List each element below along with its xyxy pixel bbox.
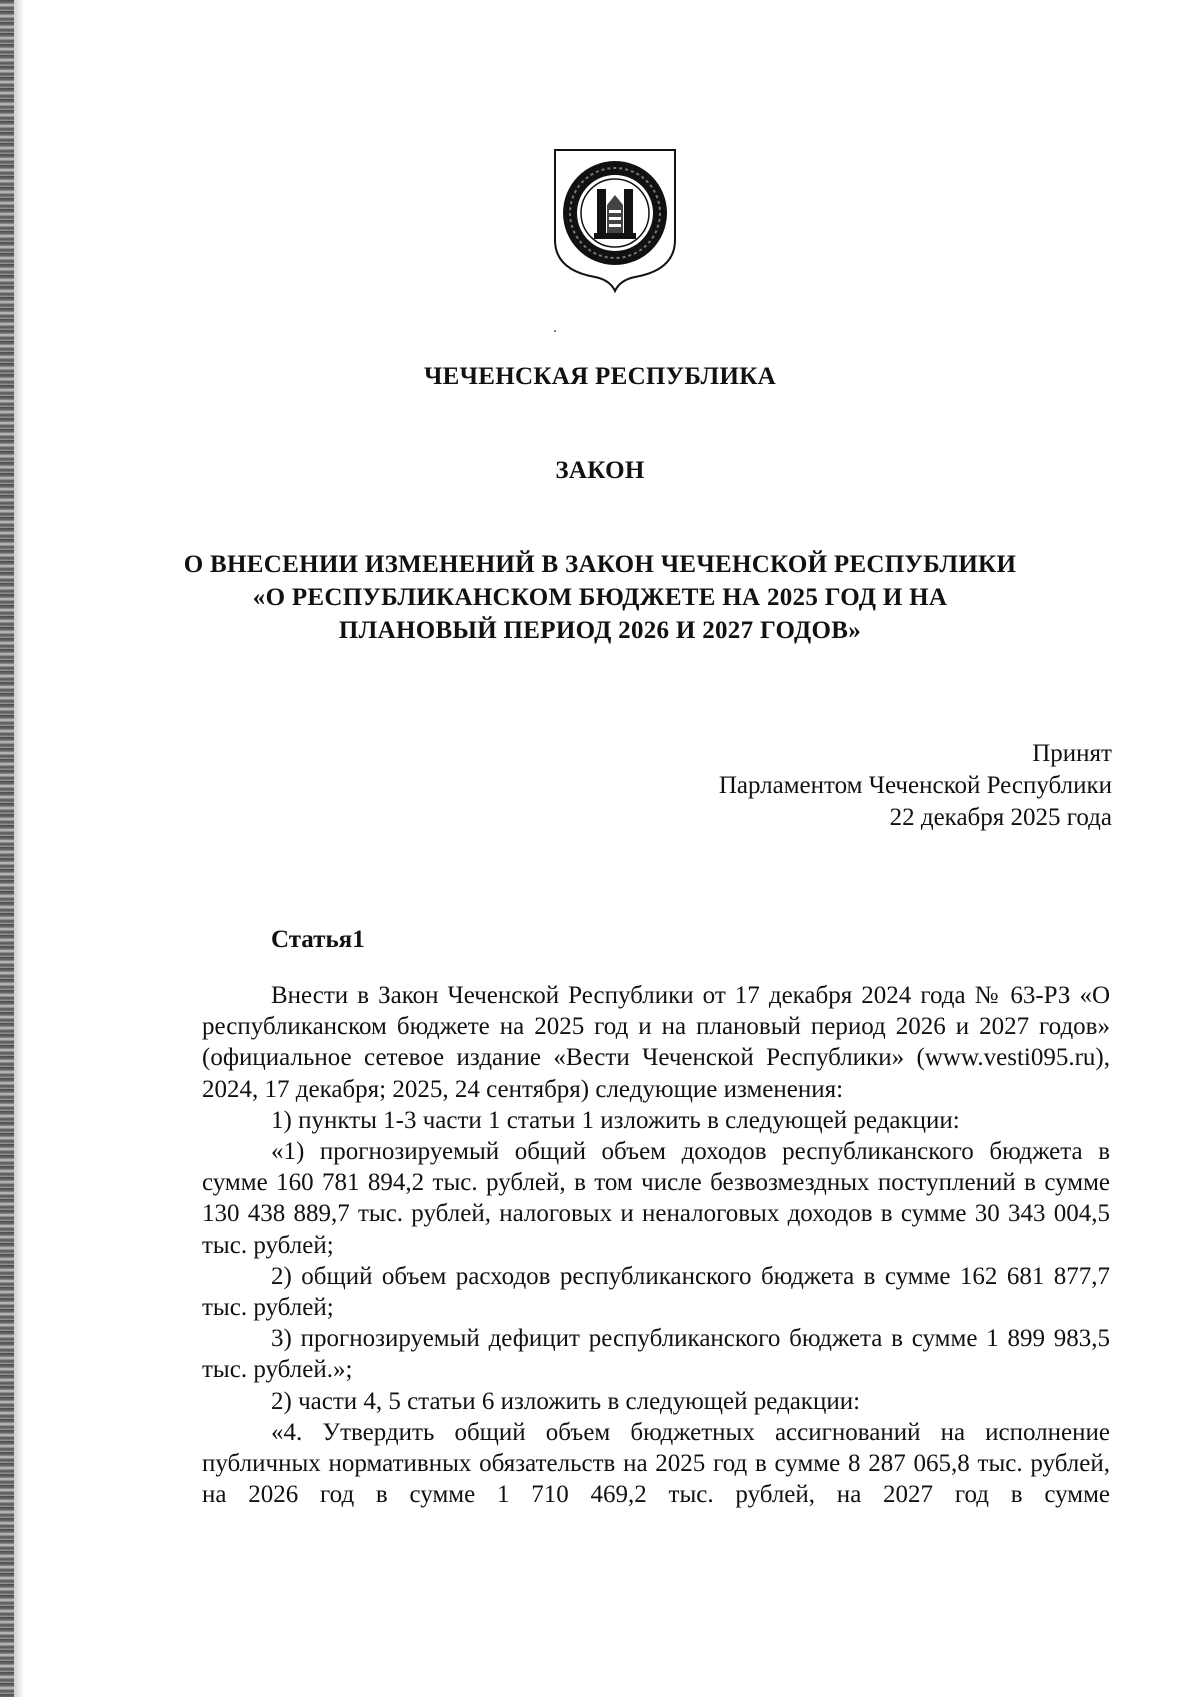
adoption-date: 22 декабря 2025 года	[889, 804, 1112, 831]
adoption-line: Парламентом Чеченской Республики	[718, 772, 1112, 799]
adoption-block	[719, 738, 1112, 834]
article-paragraph: 2) части 4, 5 статьи 6 изложить в следующей редакции:	[271, 1387, 861, 1415]
adoption-line: Принят	[1032, 740, 1112, 767]
scan-dot	[554, 330, 556, 332]
law-subject	[0, 548, 1200, 647]
coat-of-arms-emblem-icon	[550, 145, 680, 295]
article-paragraph: 3) прогнозируемый дефицит республиканского бюджета в сумме 1 899 983,5 тыс. рублей.»;	[202, 1325, 1110, 1384]
article-heading: Статья1	[271, 926, 365, 953]
law-subject-line: «О РЕСПУБЛИКАНСКОМ БЮДЖЕТЕ НА 2025 ГОД И НА	[252, 584, 948, 611]
article-paragraph: 1) пункты 1-3 части 1 статьи 1 изложить в следующей редакции:	[271, 1106, 960, 1134]
law-subject-line: ПЛАНОВЫЙ ПЕРИОД 2026 И 2027 ГОДОВ»	[338, 617, 862, 644]
law-subject-line: О ВНЕСЕНИИ ИЗМЕНЕНИЙ В ЗАКОН ЧЕЧЕНСКОЙ РЕСПУБЛИКИ	[183, 551, 1017, 578]
article-body	[202, 980, 1110, 1510]
article-paragraph: 2) общий объем расходов республиканского бюджета в сумме 162 681 877,7 тыс. рублей;	[202, 1262, 1110, 1322]
republic-title: ЧЕЧЕНСКАЯ РЕСПУБЛИКА	[424, 363, 776, 390]
article-paragraph: «1) прогнозируемый общий объем доходов республиканского бюджета в сумме 160 781 894,2 тыс. рублей, в том числе безвозмездных поступлений в сумме 130 438 889,7 тыс. рублей, налоговых и неналоговых доходов в сумме 30 343 004,5 тыс. рублей;	[202, 1138, 1110, 1259]
document-type: ЗАКОН	[555, 457, 645, 484]
scan-edge-shadow	[0, 0, 14, 1697]
article-paragraph: Внести в Закон Чеченской Республики от 17 декабря 2024 года № 63-РЗ «О республиканском бюджете на 2025 год и на плановый период 2026 и 2027 годов» (официальное сетевое издание «Вести Чеченской Республики» (www.vesti095.ru), 2024, 17 декабря; 2025, 24 сентября) следующие изменения:	[202, 982, 1110, 1103]
article-paragraph: «4. Утвердить общий объем бюджетных ассигнований на исполнение публичных нормативных обязательств на 2025 год в сумме 8 287 065,8 тыс. рублей, на 2026 год в сумме 1 710 469,2 тыс. рублей, на 2027 год в сумме	[202, 1418, 1110, 1509]
scan-edge-gradient	[14, 0, 24, 1697]
